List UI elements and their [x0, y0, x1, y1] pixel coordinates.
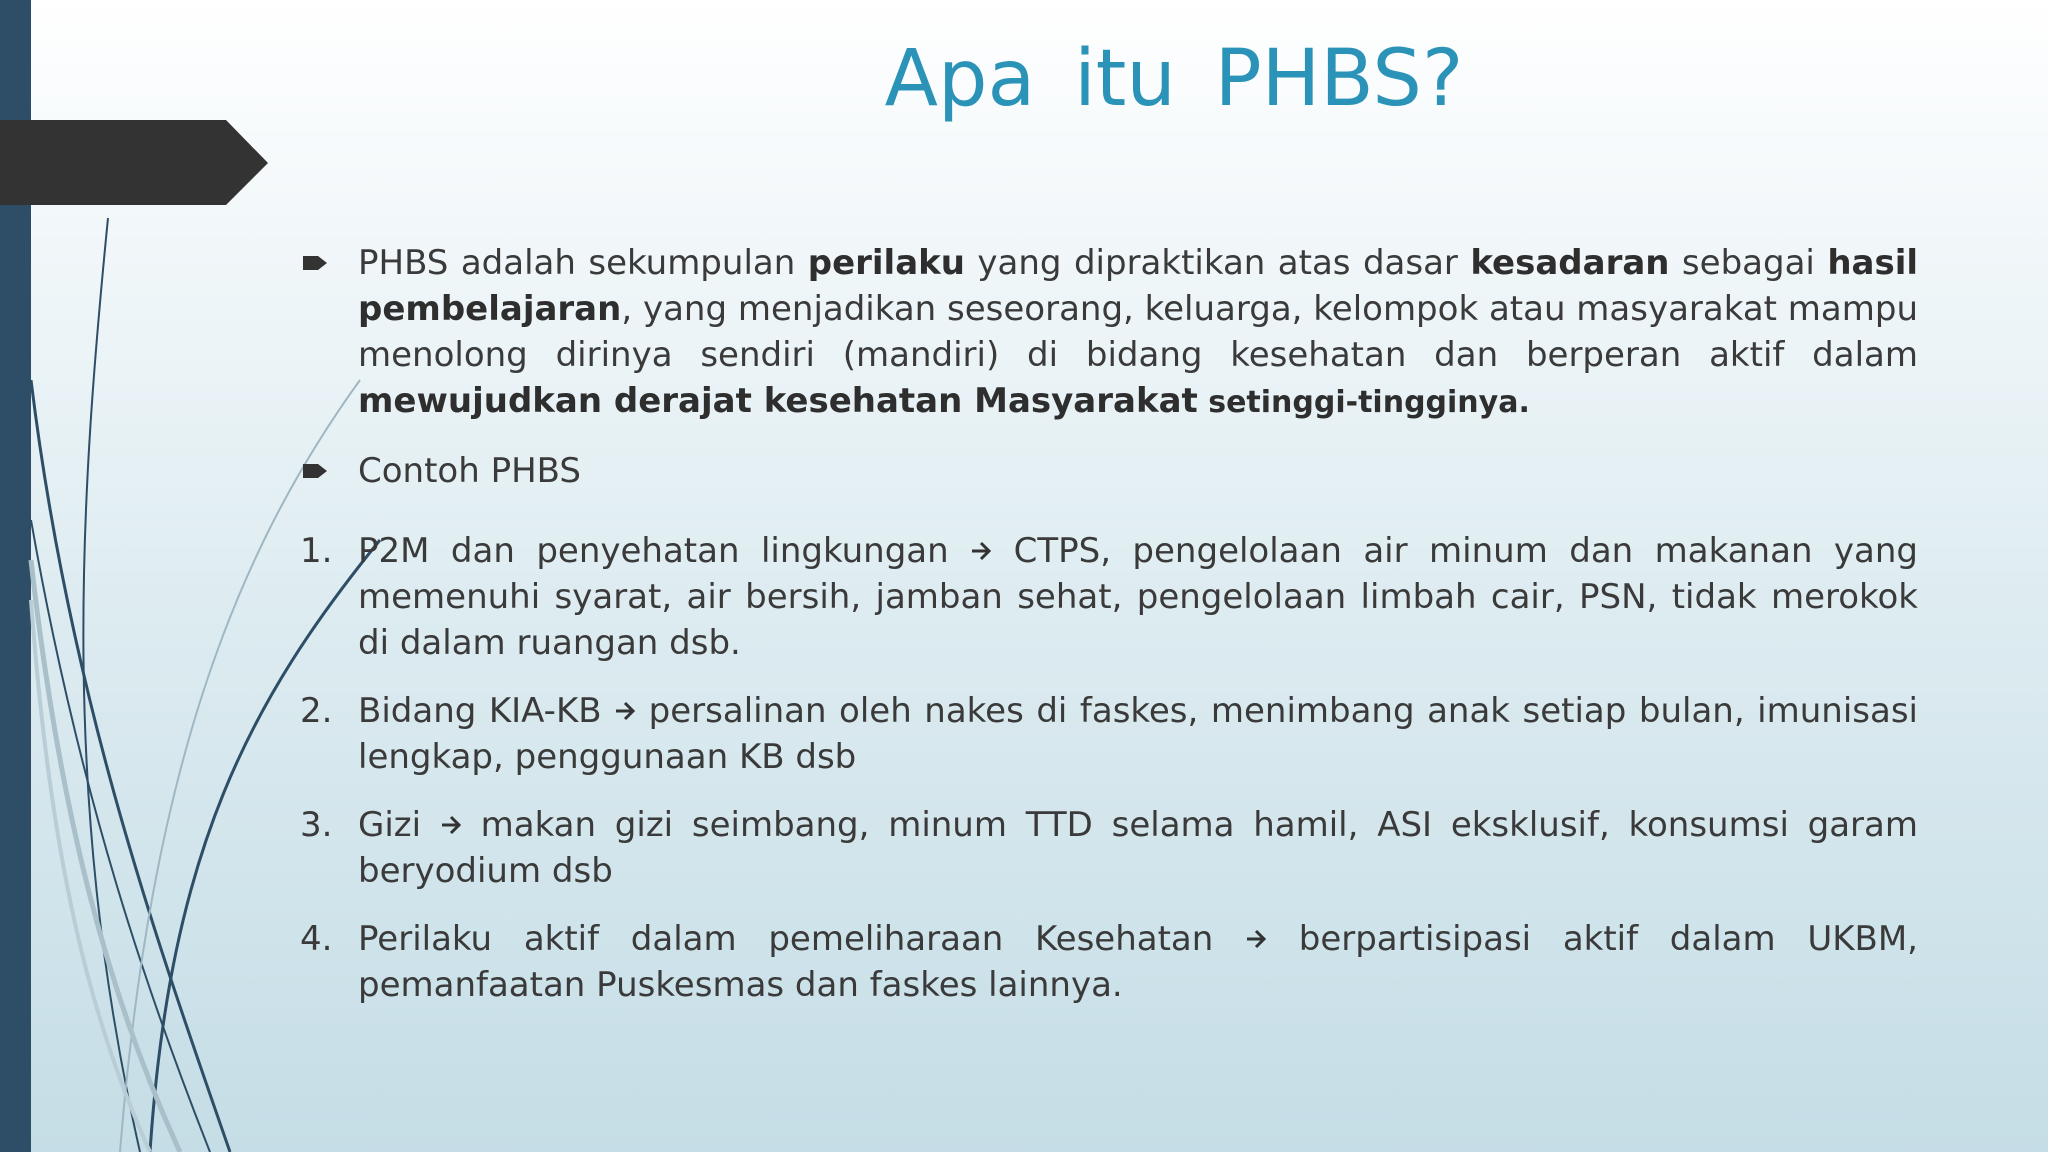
title-tab-shape [0, 0, 270, 210]
arrow-bullet-icon [300, 240, 358, 426]
list-number: 1. [300, 531, 333, 571]
list-item [300, 688, 1918, 780]
term-kesadaran: kesadaran [1470, 243, 1670, 283]
term-hasil-pembelajaran: hasil pembelajaran [358, 243, 1919, 329]
examples-heading-bullet [300, 448, 1918, 506]
right-arrow-icon [614, 697, 636, 725]
list-number: 2. [300, 691, 333, 731]
definition-part: yang dipraktikan atas dasar [964, 243, 1471, 283]
right-arrow-icon [970, 537, 992, 565]
right-arrow-icon [1245, 925, 1267, 953]
list-item-text [358, 802, 1918, 894]
list-detail: makan gizi seimbang, minum TTD selama hamil, ASI eksklusif, konsumsi garam beryodium dsb [358, 805, 1918, 891]
list-topic: Gizi [358, 805, 422, 845]
definition-part: PHBS adalah sekumpulan [358, 243, 808, 283]
list-item [300, 916, 1918, 1008]
list-item-text [358, 688, 1918, 780]
list-topic: Bidang KIA-KB [358, 691, 602, 731]
list-item-text [358, 916, 1918, 1008]
list-topic: Perilaku aktif dalam pemeliharaan Kesehatan [358, 919, 1214, 959]
definition-part: sebagai [1669, 243, 1828, 283]
term-perilaku: perilaku [807, 243, 965, 283]
definition-part: , yang menjadikan seseorang, keluarga, kelompok atau masyarakat mampu menolong dirinya sendiri (mandiri) di bidang kesehatan dan berperan aktif dalam [358, 289, 1919, 375]
definition-text [358, 240, 1918, 426]
right-arrow-icon [440, 811, 462, 839]
list-number: 4. [300, 919, 333, 959]
term-derajat-kesehatan: mewujudkan derajat kesehatan Masyarakat [358, 381, 1198, 421]
list-topic: P2M dan penyehatan lingkungan [358, 531, 949, 571]
list-detail: persalinan oleh nakes di faskes, menimbang anak setiap bulan, imunisasi lengkap, penggunaan KB dsb [358, 691, 1919, 777]
definition-bullet [300, 240, 1918, 426]
list-detail: berpartisipasi aktif dalam UKBM, pemanfaatan Puskesmas dan faskes lainnya. [358, 919, 1918, 1005]
arrow-bullet-icon [300, 448, 358, 506]
slide-content [300, 240, 1918, 1030]
term-setinggi: setinggi-tingginya. [1197, 385, 1530, 420]
list-item [300, 802, 1918, 894]
list-detail: CTPS, pengelolaan air minum dan makanan yang memenuhi syarat, air bersih, jamban sehat, pengelolaan limbah cair, PSN, tidak merokok di dalam ruangan dsb. [358, 531, 1919, 663]
slide-title: Apa itu PHBS? [884, 34, 1464, 124]
list-item [300, 528, 1918, 666]
list-item-text [358, 528, 1918, 666]
list-number: 3. [300, 805, 333, 845]
examples-heading: Contoh PHBS [358, 451, 581, 491]
